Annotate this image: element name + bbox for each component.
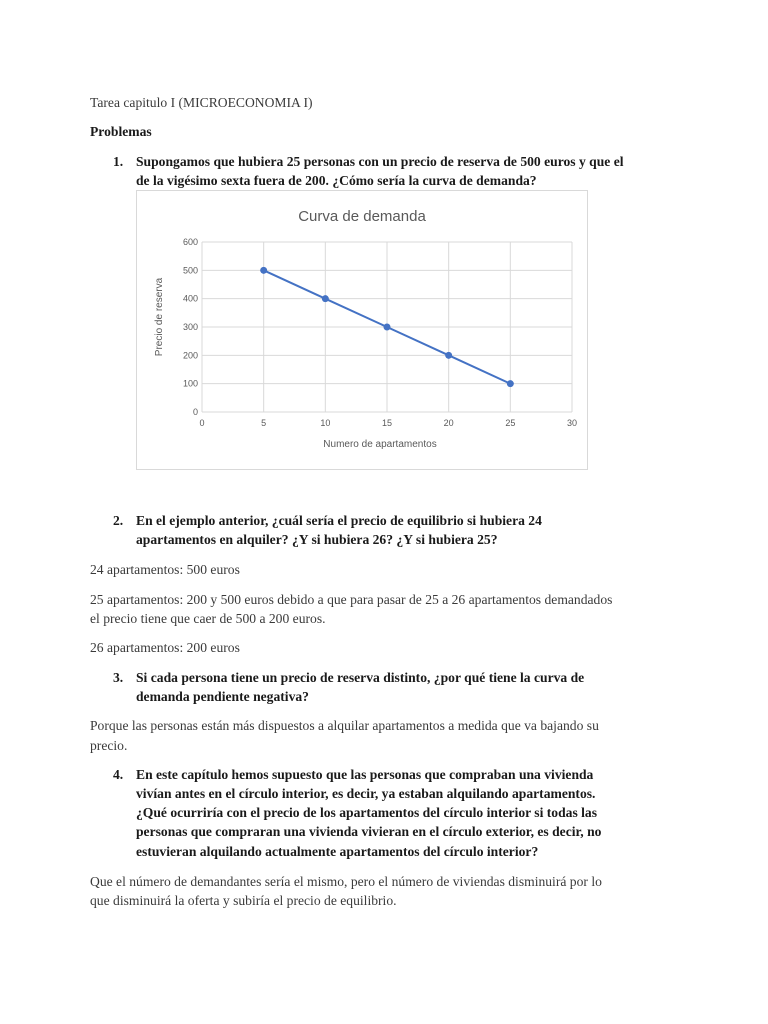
answer-2-item-2-line-2: el precio tiene que caer de 500 a 200 euros. [90, 611, 326, 626]
data-point [260, 267, 267, 274]
x-tick-label: 20 [443, 418, 454, 428]
question-4-number: 4. [113, 767, 124, 782]
x-tick-label: 30 [566, 418, 578, 428]
data-point [322, 295, 329, 302]
y-tick-label: 100 [182, 378, 198, 389]
y-tick-label: 600 [182, 237, 198, 247]
question-1-number: 1. [113, 154, 124, 169]
answer-2-item-1: 24 apartamentos: 500 euros [90, 562, 240, 577]
x-tick-label: 25 [505, 418, 516, 428]
question-4-line-2: vivían antes en el círculo interior, es decir, ya estaban alquilando apartamentos. [136, 786, 596, 801]
y-tick-label: 500 [182, 265, 198, 276]
question-3-line-1: Si cada persona tiene un precio de reserva distinto, ¿por qué tiene la curva de [136, 670, 585, 685]
question-4-line-1: En este capítulo hemos supuesto que las personas que compraban una vivienda [136, 767, 594, 782]
x-tick-label: 5 [261, 418, 267, 428]
question-3-number: 3. [113, 670, 124, 685]
demand-chart [136, 190, 588, 470]
y-tick-label: 200 [182, 350, 198, 361]
question-1-line-2: de la vigésimo sexta fuera de 200. ¿Cómo sería la curva de demanda? [136, 173, 537, 188]
x-tick-label: 0 [199, 418, 205, 428]
x-tick-label: 10 [320, 418, 331, 428]
question-3-line-2: demanda pendiente negativa? [136, 689, 309, 704]
chart-title: Curva de demanda [298, 208, 426, 225]
question-1-line-1: Supongamos que hubiera 25 personas con un precio de reserva de 500 euros y que el [136, 154, 624, 169]
x-tick-label: 15 [381, 418, 393, 428]
answer-3-line-2: precio. [90, 738, 128, 753]
y-axis-label: Precio de reserva [154, 277, 165, 357]
data-point [445, 352, 452, 359]
demand-chart-svg [137, 191, 587, 469]
question-2-line-1: En el ejemplo anterior, ¿cuál sería el precio de equilibrio si hubiera 24 [136, 513, 542, 528]
answer-3-line-1: Porque las personas están más dispuestos a alquilar apartamentos a medida que va bajando su [90, 718, 599, 733]
y-tick-label: 0 [192, 407, 198, 417]
x-axis-label: Numero de apartamentos [323, 439, 437, 450]
y-tick-label: 400 [182, 293, 198, 304]
answer-2-item-3: 26 apartamentos: 200 euros [90, 640, 240, 655]
section-heading: Problemas [90, 124, 152, 139]
data-point [384, 324, 391, 331]
doc-title: Tarea capitulo I (MICROECONOMIA I) [90, 95, 313, 110]
question-2-line-2: apartamentos en alquiler? ¿Y si hubiera 26? ¿Y si hubiera 25? [136, 532, 498, 547]
y-tick-label: 300 [182, 322, 198, 332]
question-4-line-3: ¿Qué ocurriría con el precio de los apartamentos del círculo interior si todas las [136, 805, 598, 820]
answer-4-line-2: que disminuirá la oferta y subiría el precio de equilibrio. [90, 893, 397, 908]
answer-4-line-1: Que el número de demandantes sería el mismo, pero el número de viviendas disminuirá por lo [90, 874, 602, 889]
data-point [507, 380, 514, 387]
question-4-line-4: personas que compraran una vivienda vivieran en el círculo exterior, es decir, no [136, 824, 602, 839]
answer-2-item-2-line-1: 25 apartamentos: 200 y 500 euros debido a que para pasar de 25 a 26 apartamentos demandados [90, 592, 613, 607]
question-2-number: 2. [113, 513, 124, 528]
question-4-line-5: estuvieran alquilando actualmente apartamentos del círculo interior? [136, 844, 539, 859]
